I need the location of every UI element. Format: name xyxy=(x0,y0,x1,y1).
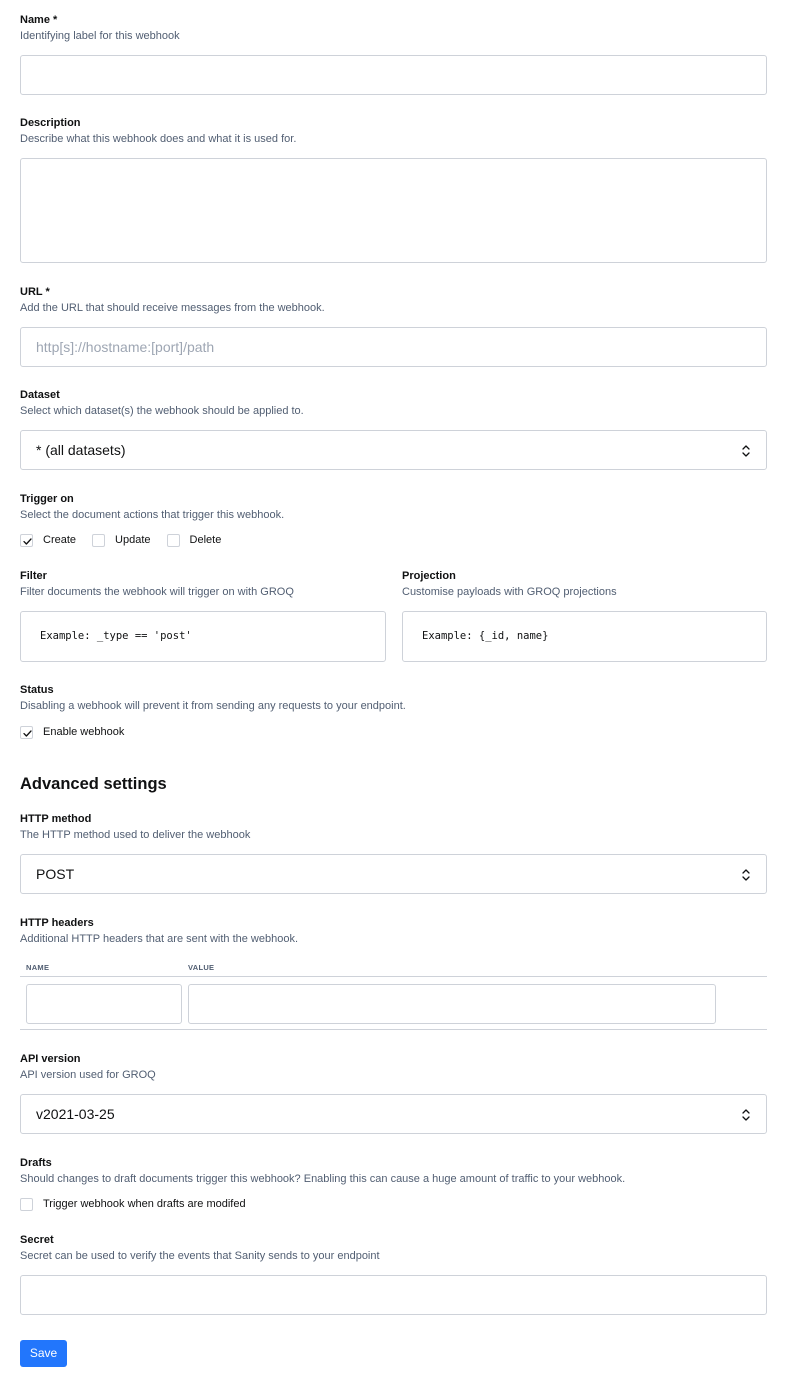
http-method-select-value: POST xyxy=(36,866,75,882)
drafts-option xyxy=(20,1196,262,1212)
enable-webhook-checkbox[interactable] xyxy=(20,726,33,739)
status-option xyxy=(20,724,140,740)
trigger-update-checkbox[interactable] xyxy=(92,534,105,547)
projection-editor[interactable] xyxy=(402,611,767,662)
http-method-description: The HTTP method used to deliver the webhook xyxy=(20,829,251,841)
dataset-select[interactable] xyxy=(20,430,767,470)
name-field[interactable] xyxy=(20,55,767,95)
name-input[interactable] xyxy=(21,56,766,94)
description-field[interactable] xyxy=(20,158,767,263)
enable-webhook-label: Enable webhook xyxy=(43,726,125,738)
description-description: Describe what this webhook does and what it is used for. xyxy=(20,133,297,145)
http-headers-label: HTTP headers xyxy=(20,917,94,929)
api-version-select[interactable] xyxy=(20,1094,767,1134)
api-version-select-value: v2021-03-25 xyxy=(36,1106,115,1122)
trigger-delete-checkbox[interactable] xyxy=(167,534,180,547)
description-label: Description xyxy=(20,117,81,129)
check-icon xyxy=(22,536,33,547)
header-value-input[interactable] xyxy=(189,985,715,1023)
secret-description: Secret can be used to verify the events that Sanity sends to your endpoint xyxy=(20,1250,380,1262)
secret-field[interactable] xyxy=(20,1275,767,1315)
api-version-description: API version used for GROQ xyxy=(20,1069,156,1081)
projection-label: Projection xyxy=(402,570,456,582)
trigger-create-label: Create xyxy=(43,534,77,546)
url-input[interactable] xyxy=(21,328,766,366)
projection-example: Example: {_id, name} xyxy=(422,630,549,642)
trigger-delete-label: Delete xyxy=(189,534,222,546)
url-field[interactable] xyxy=(20,327,767,367)
status-description: Disabling a webhook will prevent it from sending any requests to your endpoint. xyxy=(20,700,406,712)
save-button[interactable]: Save xyxy=(20,1340,67,1367)
drafts-description: Should changes to draft documents trigger this webhook? Enabling this can cause a huge amount of traffic to your webhook. xyxy=(20,1173,626,1185)
filter-description: Filter documents the webhook will trigger on with GROQ xyxy=(20,586,294,598)
filter-label: Filter xyxy=(20,570,47,582)
chevron-up-down-icon xyxy=(740,867,752,883)
chevron-up-down-icon xyxy=(740,1107,752,1123)
name-description: Identifying label for this webhook xyxy=(20,30,180,42)
drafts-label: Drafts xyxy=(20,1157,52,1169)
check-icon xyxy=(22,728,33,739)
dataset-select-value: * (all datasets) xyxy=(36,442,126,458)
trigger-description: Select the document actions that trigger this webhook. xyxy=(20,509,285,521)
http-headers-description: Additional HTTP headers that are sent with the webhook. xyxy=(20,933,299,945)
projection-description: Customise payloads with GROQ projections xyxy=(402,586,617,598)
name-label: Name * xyxy=(20,14,58,26)
trigger-label: Trigger on xyxy=(20,493,74,505)
trigger-options xyxy=(20,532,237,548)
trigger-create-checkbox[interactable] xyxy=(20,534,33,547)
status-label: Status xyxy=(20,684,54,696)
header-name-input[interactable] xyxy=(27,985,181,1023)
header-name-field[interactable] xyxy=(26,984,182,1024)
trigger-update-label: Update xyxy=(115,534,151,546)
url-description: Add the URL that should receive messages from the webhook. xyxy=(20,302,325,314)
secret-input[interactable] xyxy=(21,1276,766,1314)
headers-column-value: VALUE xyxy=(188,963,215,972)
drafts-checkbox-label: Trigger webhook when drafts are modifed xyxy=(43,1198,246,1210)
dataset-label: Dataset xyxy=(20,389,60,401)
filter-editor[interactable] xyxy=(20,611,386,662)
url-label: URL * xyxy=(20,286,50,298)
api-version-label: API version xyxy=(20,1053,81,1065)
headers-table-divider xyxy=(20,976,767,977)
http-method-select[interactable] xyxy=(20,854,767,894)
filter-example: Example: _type == 'post' xyxy=(40,630,192,642)
advanced-settings-heading: Advanced settings xyxy=(20,775,167,793)
header-value-field[interactable] xyxy=(188,984,716,1024)
http-method-label: HTTP method xyxy=(20,813,92,825)
drafts-checkbox[interactable] xyxy=(20,1198,33,1211)
headers-table-bottom-divider xyxy=(20,1029,767,1030)
chevron-up-down-icon xyxy=(740,443,752,459)
description-textarea[interactable] xyxy=(21,159,766,262)
dataset-description: Select which dataset(s) the webhook should be applied to. xyxy=(20,405,304,417)
secret-label: Secret xyxy=(20,1234,54,1246)
headers-column-name: NAME xyxy=(26,963,50,972)
